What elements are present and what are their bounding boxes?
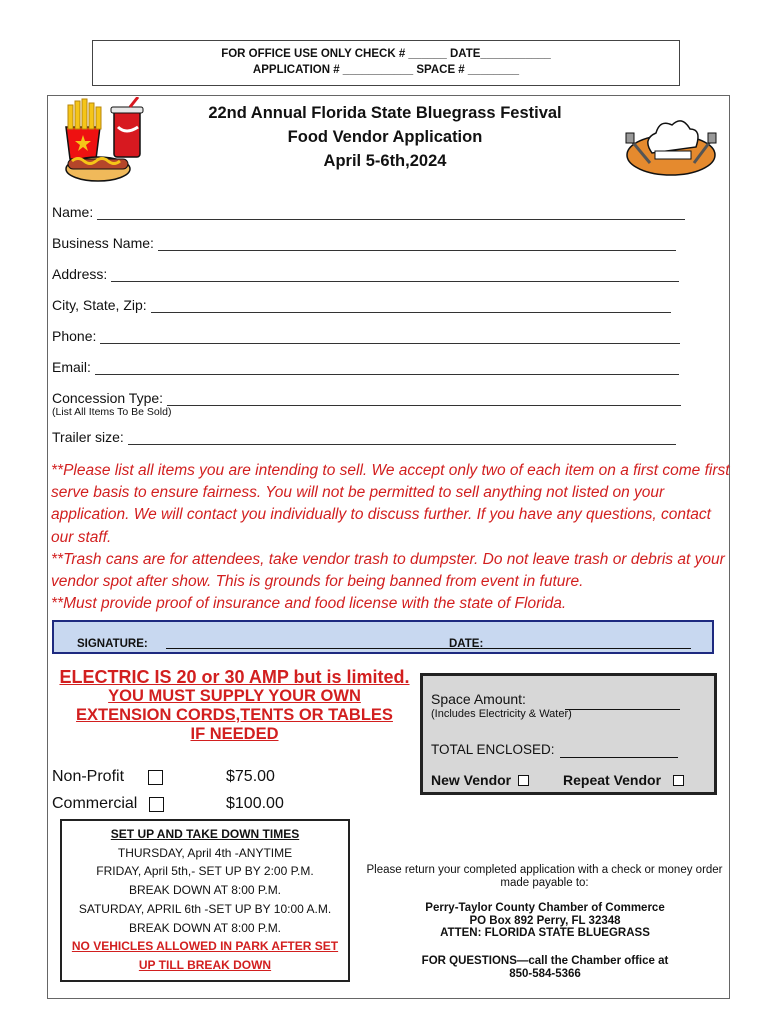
questions-text: FOR QUESTIONS—call the Chamber office at xyxy=(421,955,669,967)
title-line-3: April 5-6th,2024 xyxy=(323,152,447,170)
concession-type-field[interactable] xyxy=(52,390,681,406)
signature-date-line[interactable] xyxy=(494,648,691,649)
signature-date-label: DATE: xyxy=(449,638,484,650)
office-use-box xyxy=(92,40,680,86)
repeat-vendor-label: Repeat Vendor xyxy=(563,772,662,788)
office-line-2: APPLICATION # ___________ SPACE # ________ xyxy=(252,64,520,76)
non-profit-option[interactable] xyxy=(52,768,163,786)
electric-line-2: YOU MUST SUPPLY YOUR OWN xyxy=(108,687,361,705)
business-name-line[interactable] xyxy=(158,236,676,251)
concession-type-line[interactable] xyxy=(167,391,681,406)
space-amount-line[interactable] xyxy=(565,709,680,710)
total-enclosed-line[interactable] xyxy=(560,757,678,758)
food-clipart-icon xyxy=(56,97,148,189)
repeat-vendor-option[interactable] xyxy=(563,772,684,788)
email-field[interactable] xyxy=(52,359,679,375)
trailer-size-line[interactable] xyxy=(128,430,676,445)
setup-times-heading: SET UP AND TAKE DOWN TIMES xyxy=(110,827,300,841)
non-profit-price: $75.00 xyxy=(226,768,275,785)
setup-thursday: THURSDAY, April 4th -ANYTIME xyxy=(117,845,293,860)
city-state-zip-line[interactable] xyxy=(151,298,671,313)
name-field[interactable] xyxy=(52,204,685,220)
space-amount-sublabel: (Includes Electricity & Water) xyxy=(431,708,572,720)
breakdown-friday: BREAK DOWN AT 8:00 P.M. xyxy=(128,883,282,898)
address-line[interactable] xyxy=(111,267,679,282)
email-line[interactable] xyxy=(95,360,679,375)
signature-line[interactable] xyxy=(166,648,496,649)
commercial-option[interactable] xyxy=(52,795,164,813)
title-line-2: Food Vendor Application xyxy=(287,128,483,146)
chamber-attention: ATTEN: FLORIDA STATE BLUEGRASS xyxy=(440,927,650,939)
electric-line-4: IF NEEDED xyxy=(190,725,279,743)
name-line[interactable] xyxy=(97,205,685,220)
electric-line-1: ELECTRIC IS 20 or 30 AMP but is limited. xyxy=(59,667,410,687)
form-title xyxy=(180,101,590,173)
commercial-label: Commercial xyxy=(52,795,138,812)
concession-type-label: Concession Type: xyxy=(52,390,164,406)
setup-friday: FRIDAY, April 5th,- SET UP BY 2:00 P.M. xyxy=(96,864,314,879)
phone-field[interactable] xyxy=(52,328,680,344)
chamber-address xyxy=(395,902,695,940)
questions-phone: 850-584-5366 xyxy=(509,968,581,980)
chef-hat-clipart-icon xyxy=(622,117,720,177)
city-state-zip-field[interactable] xyxy=(52,297,671,313)
signature-label: SIGNATURE: xyxy=(77,638,148,650)
electric-line-3: EXTENSION CORDS,TENTS OR TABLES xyxy=(76,706,393,724)
vendor-notice xyxy=(51,460,731,615)
chamber-po-box: PO Box 892 Perry, FL 32348 xyxy=(469,914,621,927)
non-profit-checkbox[interactable] xyxy=(148,770,163,785)
no-vehicles-warning-2: UP TILL BREAK DOWN xyxy=(138,957,272,972)
concession-sublabel: (List All Items To Be Sold) xyxy=(52,406,172,418)
commercial-checkbox[interactable] xyxy=(149,797,164,812)
address-label: Address: xyxy=(52,266,108,282)
setup-times-box xyxy=(60,819,350,982)
return-instructions: Please return your completed application with a check or money order made payable to: xyxy=(366,864,723,889)
repeat-vendor-checkbox[interactable] xyxy=(673,775,684,786)
trailer-size-field[interactable] xyxy=(52,429,676,445)
name-label: Name: xyxy=(52,204,94,220)
email-label: Email: xyxy=(52,359,91,375)
title-line-1: 22nd Annual Florida State Bluegrass Festival xyxy=(208,104,562,122)
phone-line[interactable] xyxy=(100,329,680,344)
total-enclosed-label: TOTAL ENCLOSED: xyxy=(431,742,555,757)
no-vehicles-warning-1: NO VEHICLES ALLOWED IN PARK AFTER SET xyxy=(71,939,339,954)
new-vendor-option[interactable] xyxy=(431,772,529,788)
space-amount-box xyxy=(420,673,717,795)
trailer-size-label: Trailer size: xyxy=(52,429,124,445)
chamber-name: Perry-Taylor County Chamber of Commerce xyxy=(425,902,665,914)
office-line-1: FOR OFFICE USE ONLY CHECK # ______ DATE___________ xyxy=(221,48,551,60)
signature-band xyxy=(52,620,714,654)
space-amount-label: Space Amount: xyxy=(431,691,526,707)
city-state-zip-label: City, State, Zip: xyxy=(52,297,147,313)
breakdown-saturday: BREAK DOWN AT 8:00 P.M. xyxy=(128,920,282,935)
notice-items: **Please list all items you are intending to sell. We accept only two of each item on a first come first serve basis to ensure fairness. You will not be permitted to sell anything not listed on your application. We will contact you individually to discuss further. If you have any questions, contact our staff. xyxy=(51,462,730,546)
electric-notice xyxy=(52,668,417,744)
phone-label: Phone: xyxy=(52,328,97,344)
address-field[interactable] xyxy=(52,266,679,282)
setup-saturday: SATURDAY, APRIL 6th -SET UP BY 10:00 A.M. xyxy=(78,901,332,916)
new-vendor-label: New Vendor xyxy=(431,772,512,788)
notice-trash: **Trash cans are for attendees, take vendor trash to dumpster. Do not leave trash or debris at your vendor spot after show. This is grounds for being banned from event in future. xyxy=(51,550,725,591)
notice-insurance: **Must provide proof of insurance and food license with the state of Florida. xyxy=(51,595,567,613)
business-name-label: Business Name: xyxy=(52,235,154,251)
non-profit-label: Non-Profit xyxy=(52,768,125,785)
business-name-field[interactable] xyxy=(52,235,676,251)
new-vendor-checkbox[interactable] xyxy=(518,775,529,786)
questions-contact xyxy=(395,955,695,981)
commercial-price: $100.00 xyxy=(226,795,284,812)
